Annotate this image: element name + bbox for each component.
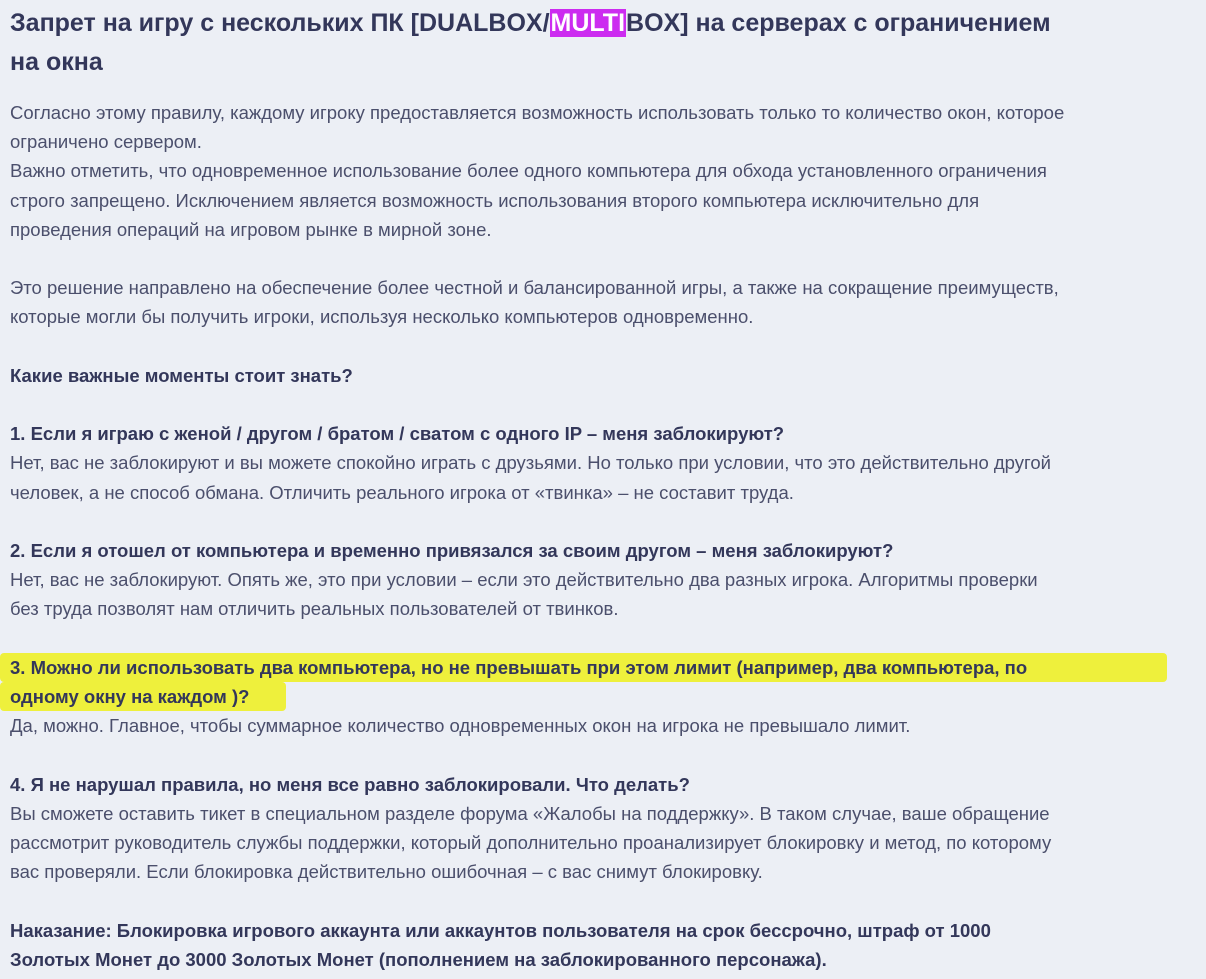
faq-answer-2-line-2: без труда позволят нам отличить реальных пользователей от твинков.	[10, 598, 619, 620]
spacer	[10, 332, 1202, 361]
faq-question-2: 2. Если я отошел от компьютера и временно привязался за своим другом – меня заблокируют?	[10, 539, 894, 561]
penalty-line-2: Золотых Монет до 3000 Золотых Монет (пополнением на заблокированного персонажа).	[10, 948, 827, 970]
purpose-line-1: Это решение направлено на обеспечение более честной и балансированной игры, а также на сокращение преимуществ,	[10, 277, 1059, 299]
spacer	[10, 886, 1202, 915]
title-text-start: Запрет на игру с нескольких ПК [DUALBOX/	[10, 9, 550, 37]
rule-title	[10, 4, 1206, 82]
intro-line-1: Согласно этому правилу, каждому игроку предоставляется возможность использовать только то количество окон, которое	[10, 102, 1065, 123]
faq-answer-3: Да, можно. Главное, чтобы суммарное количество одновременных окон на игрока не превышало лимит.	[10, 715, 911, 737]
faq-answer-4-line-1: Вы сможете оставить тикет в специальном разделе форума «Жалобы на поддержку». В таком случае, ваше обращение	[10, 802, 1050, 824]
faq-question-3-highlighted-line-2: одному окну на каждом )?	[0, 682, 286, 711]
faq-question-1: 1. Если я играю с женой / другом / братом / сватом с одного IP – меня заблокируют?	[10, 423, 785, 445]
intro-line-2: ограничено сервером.	[10, 131, 202, 153]
spacer	[10, 507, 1202, 536]
purpose-line-2: которые могли бы получить игроки, используя несколько компьютеров одновременно.	[10, 306, 754, 328]
spacer	[10, 244, 1202, 273]
title-text-end: BOX] на серверах с ограничением	[626, 9, 1051, 37]
title-line-1	[10, 4, 1206, 43]
title-line-2: на окна	[10, 48, 103, 76]
rule-body	[10, 98, 1202, 974]
title-search-highlight: MULTI	[550, 9, 626, 37]
faq-answer-4-line-2: рассмотрит руководитель службы поддержки, который дополнительно проанализирует блокировку и метод, по которому	[10, 831, 1052, 853]
faq-answer-1-line-2: человек, а не способ обмана. Отличить реального игрока от «твинка» – не составит труда.	[10, 481, 794, 503]
intro-line-3: Важно отметить, что одновременное использование более одного компьютера для обхода установленного ограничения	[10, 160, 1047, 182]
intro-line-4: строго запрещено. Исключением является возможность использования второго компьютера исключительно для	[10, 189, 980, 211]
spacer	[10, 740, 1202, 769]
intro-line-5: проведения операций на игровом рынке в мирной зоне.	[10, 218, 492, 240]
faq-answer-4-line-3: вас проверяли. Если блокировка действительно ошибочная – с вас снимут блокировку.	[10, 861, 763, 883]
faq-question-4: 4. Я не нарушал правила, но меня все равно заблокировали. Что делать?	[10, 773, 690, 795]
faq-heading: Какие важные моменты стоит знать?	[10, 364, 353, 386]
penalty-line-1: Наказание: Блокировка игрового аккаунта или аккаунтов пользователя на срок бессрочно, штраф от 1000	[10, 919, 991, 941]
faq-answer-2-line-1: Нет, вас не заблокируют. Опять же, это при условии – если это действительно два разных игрока. Алгоритмы проверки	[10, 569, 1038, 591]
spacer	[10, 390, 1202, 419]
faq-question-3-highlighted-line-1: 3. Можно ли использовать два компьютера, но не превышать при этом лимит (например, два компьютера, по	[0, 653, 1167, 682]
spacer	[10, 624, 1202, 653]
faq-answer-1-line-1: Нет, вас не заблокируют и вы можете спокойно играть с друзьями. Но только при условии, что это действительно другой	[10, 452, 1051, 474]
